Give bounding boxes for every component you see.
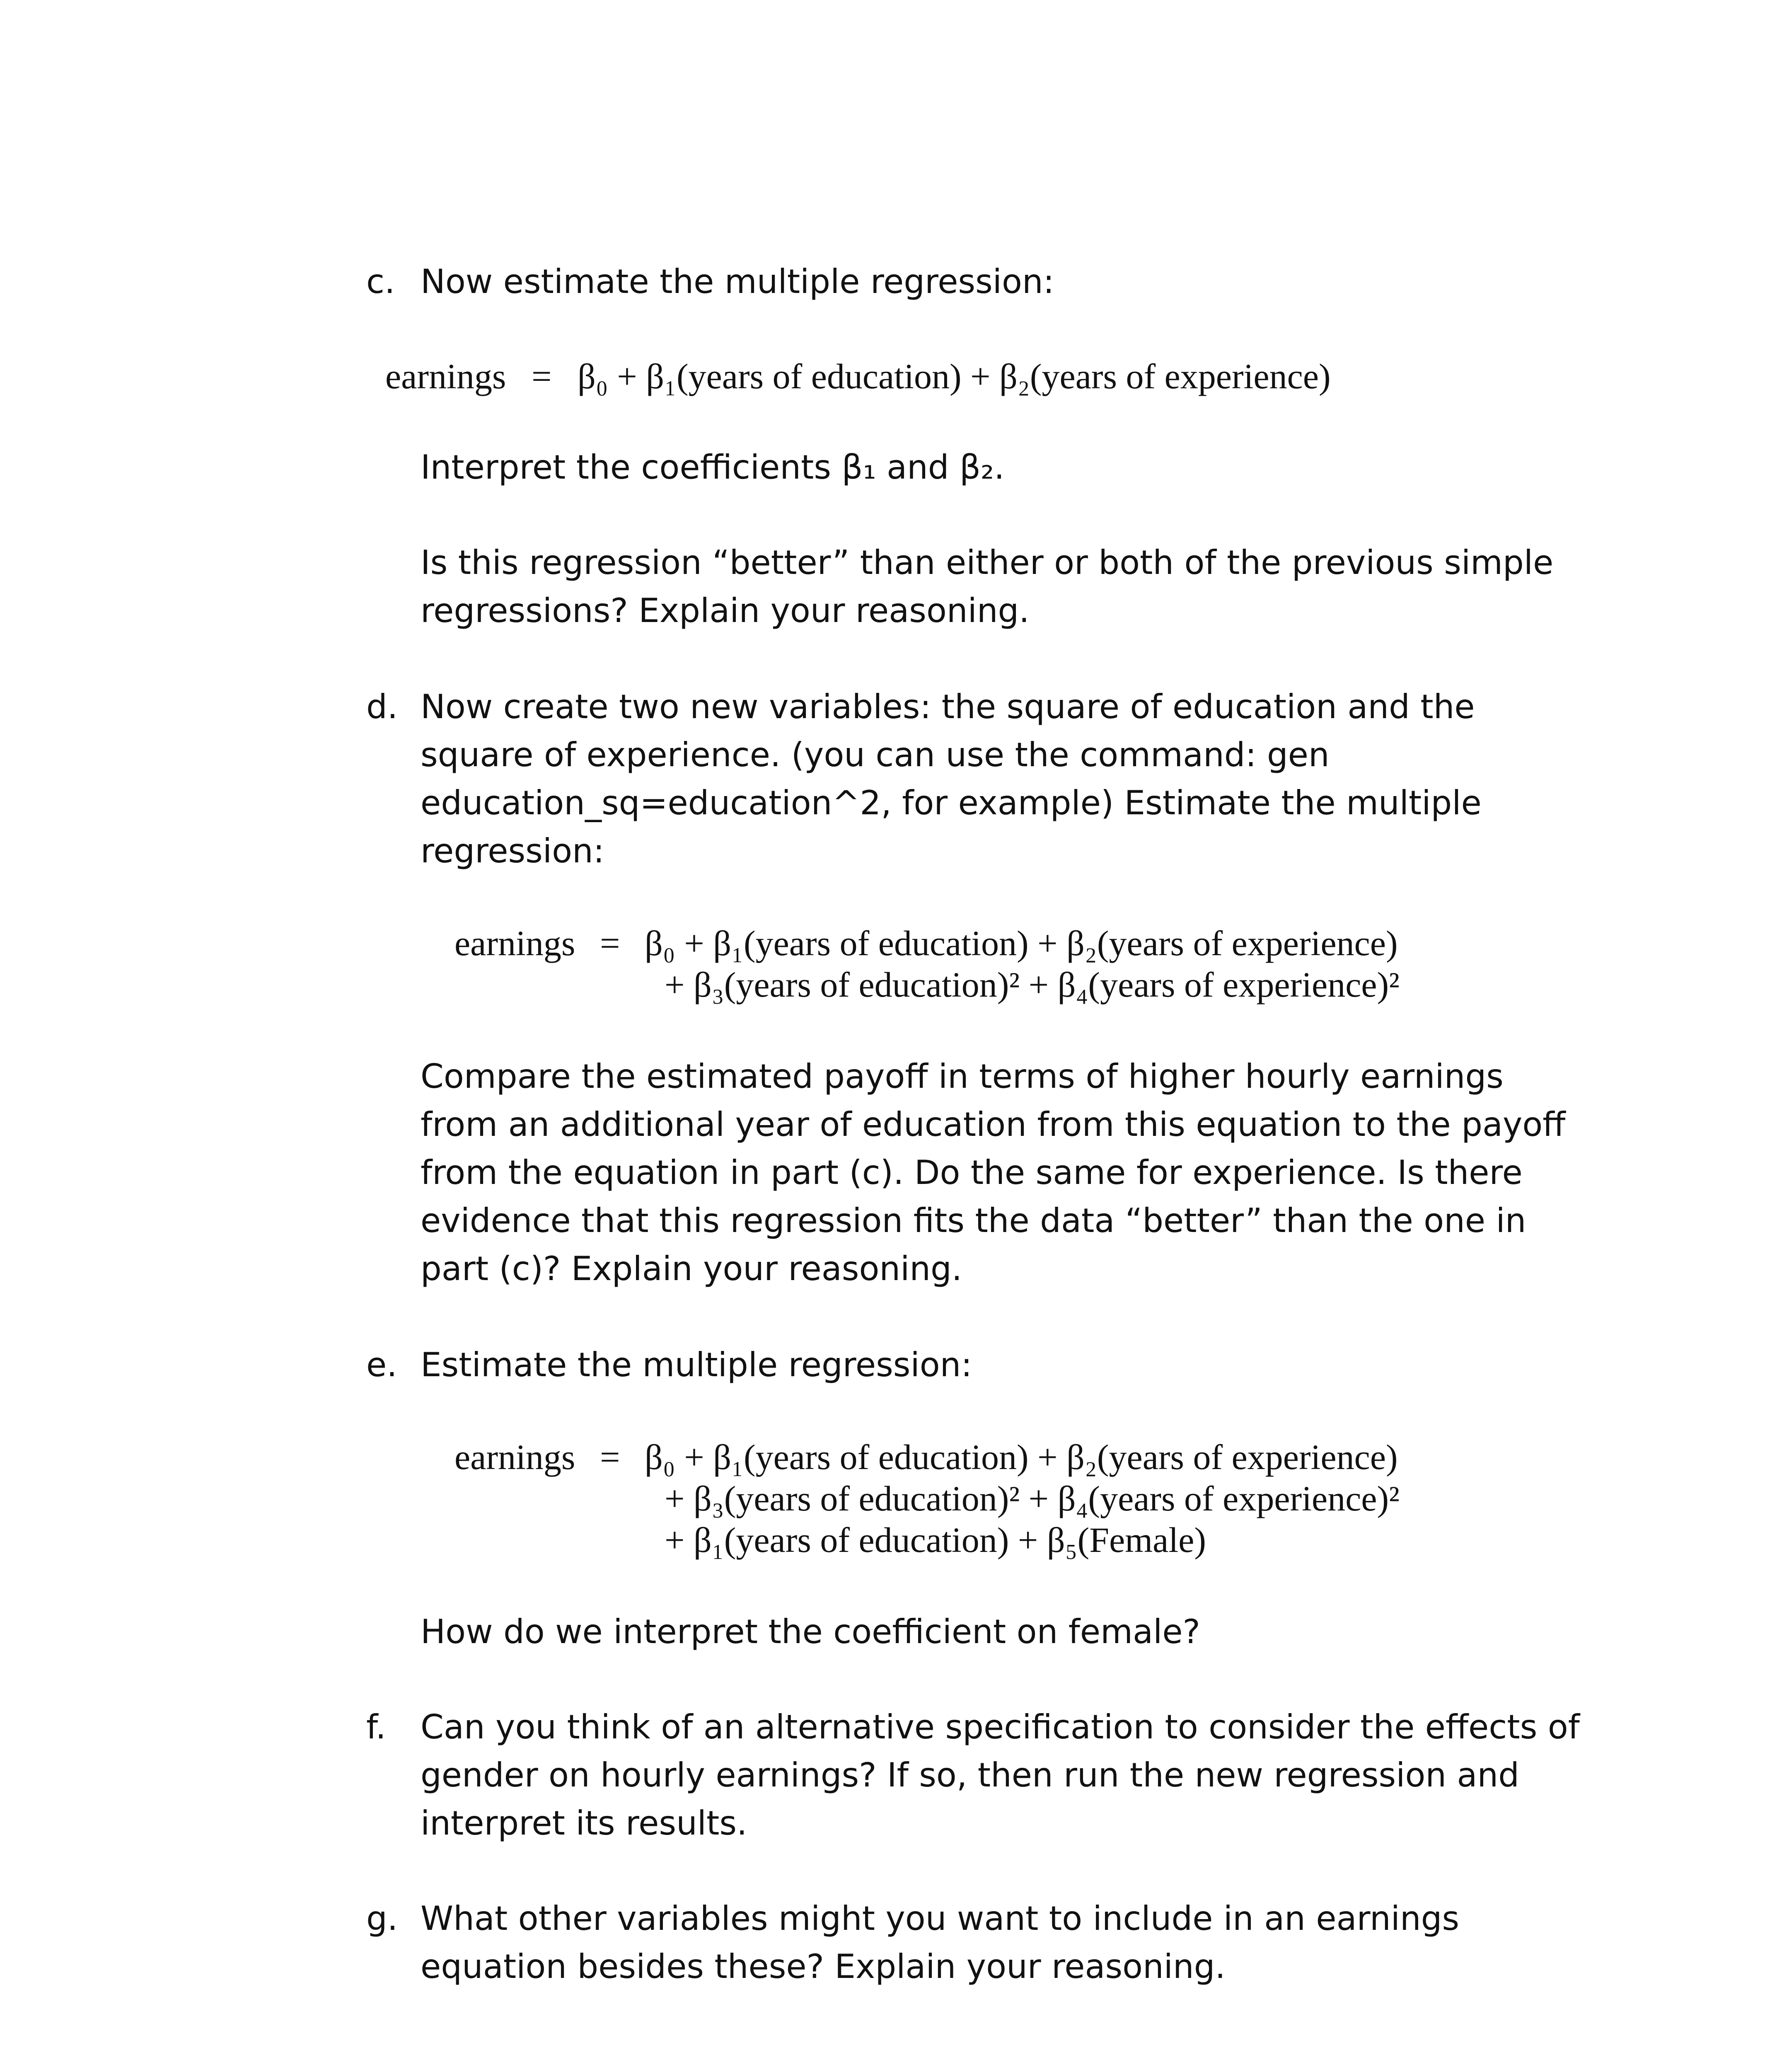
item-d-letter: d. [366,687,398,726]
equation-e-lhs: earnings [455,1437,575,1477]
item-d-line: Now create two new variables: the square of education and the [421,687,1475,726]
item-g-line: What other variables might you want to include in an earnings [421,1899,1460,1938]
equation-c-rhs: β₀ + β₁(years of education) + β₂(years of experience) [578,356,1331,396]
item-d-compare-line: Compare the estimated payoff in terms of higher hourly earnings [421,1057,1504,1096]
item-d-compare-line: from an additional year of education from this equation to the payoff [421,1105,1566,1144]
item-c-letter: c. [366,262,395,301]
item-d-compare-paragraph [421,1053,1565,1293]
item-g-letter: g. [366,1899,398,1938]
item-d-line: regression: [421,832,604,870]
item-e-question: How do we interpret the coefficient on female? [421,1612,1200,1651]
equation-e-equals: = [600,1437,620,1477]
item-c-interpret: Interpret the coefficients β₁ and β₂. [421,448,1005,487]
item-f-paragraph [421,1703,1580,1847]
item-f-line: Can you think of an alternative specification to consider the effects of [421,1708,1580,1746]
equation-d-equals: = [600,923,620,963]
item-f-line: gender on hourly earnings? If so, then run the new regression and [421,1756,1520,1794]
item-d-compare-line: part (c)? Explain your reasoning. [421,1249,962,1288]
item-f-letter: f. [366,1708,386,1746]
item-g-line: equation besides these? Explain your reasoning. [421,1947,1226,1986]
item-c-question-line2: regressions? Explain your reasoning. [421,591,1030,630]
item-g-paragraph [421,1895,1459,1991]
equation-e-line1: β₀ + β₁(years of education) + β₂(years of experience) [645,1437,1398,1477]
item-e-heading: Estimate the multiple regression: [421,1346,972,1384]
equation-e-line3: + β₁(years of education) + β₅(Female) [665,1520,1206,1560]
item-d-line: education_sq=education^2, for example) Estimate the multiple [421,784,1482,822]
item-c-question-line1: Is this regression “better” than either or both of the previous simple [421,543,1554,582]
item-d-paragraph [421,683,1482,875]
equation-c-lhs: earnings [385,356,506,396]
equation-e-line2: + β₃(years of education)² + β₄(years of experience)² [665,1479,1400,1518]
equation-d-line1: β₀ + β₁(years of education) + β₂(years of experience) [645,923,1398,963]
item-d-compare-line: from the equation in part (c). Do the same for experience. Is there [421,1153,1523,1192]
equation-d-line2: + β₃(years of education)² + β₄(years of experience)² [665,965,1400,1005]
item-d-line: square of experience. (you can use the command: gen [421,736,1330,774]
item-e-letter: e. [366,1346,397,1384]
item-f-line: interpret its results. [421,1804,747,1842]
item-c-heading: Now estimate the multiple regression: [421,262,1054,301]
equation-c-equals: = [532,356,552,396]
equation-d-lhs: earnings [455,923,575,963]
item-d-compare-line: evidence that this regression fits the data “better” than the one in [421,1201,1526,1240]
